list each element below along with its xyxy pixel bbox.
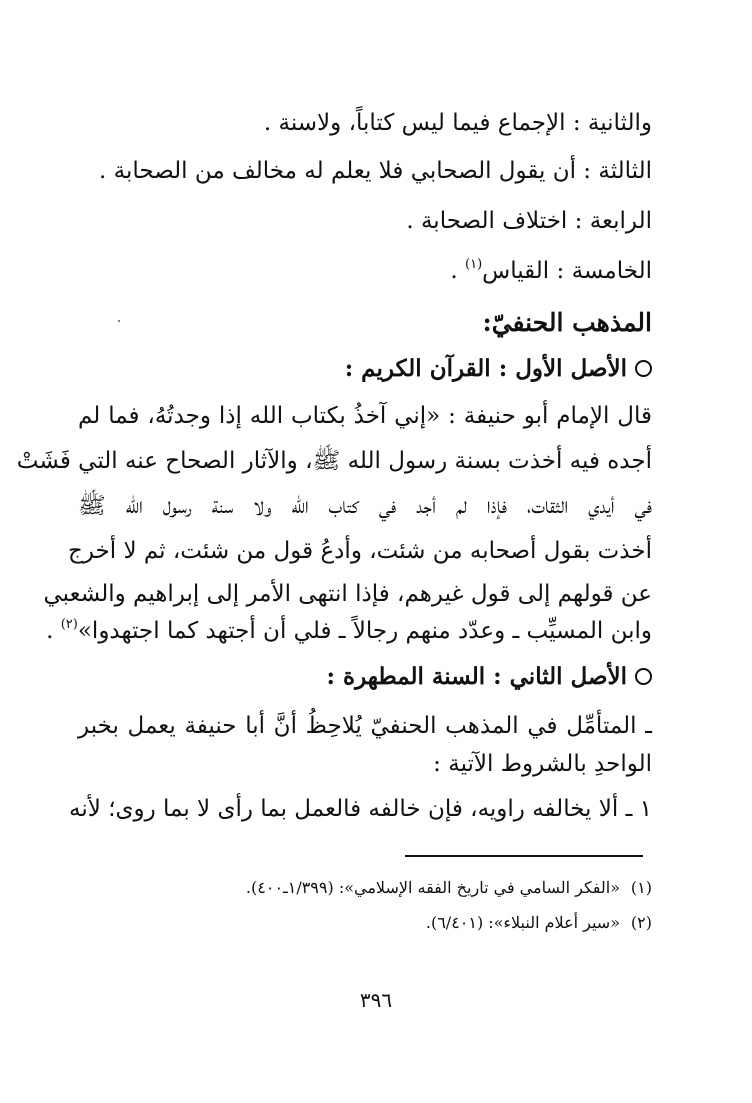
subheading-first-source-text: الأصل الأول : القرآن الكريم : — [344, 355, 627, 382]
text-line-second-source-text: والثانية : الإجماع فيما ليس كتاباً، ولاسنة . — [263, 110, 652, 136]
footnote-1-number: (١) — [630, 878, 652, 897]
text-line-second-source — [264, 112, 652, 135]
section-heading-hanafi — [482, 310, 652, 335]
paragraph-line-2-text: أجده فيه أخذت بسنة رسول الله ﷺ، والآثار الصحاح عنه التي فَشَتْ — [16, 448, 652, 474]
text-line-fourth-source-text: الرابعة : اختلاف الصحابة . — [406, 208, 652, 234]
paragraph-line-6-text: وابن المسيِّب ـ وعدّد منهم رجالاً ـ فلي أن أجتهد كما اجتهدوا» — [77, 618, 652, 644]
footnote-2-text: «سير أعلام النبلاء»: (٦/٤٠١). — [425, 913, 620, 932]
paragraph-line-6 — [46, 618, 652, 643]
subheading-first-source — [345, 357, 652, 380]
paragraph-line-9-text: ١ ـ ألا يخالفه راويه، فإن خالفه فالعمل بما رأى لا بما روى؛ لأنه — [69, 796, 652, 822]
circle-bullet-icon — [635, 360, 652, 377]
section-heading-hanafi-text: المذهب الحنفيّ: — [482, 308, 652, 337]
paragraph-line-3-text: في أيدي الثقات، فإذا لم أجد في كتاب الله ولا سنة رسول الله ﷺ — [78, 493, 652, 519]
paragraph-line-6-end: . — [46, 618, 61, 644]
circle-bullet-icon — [635, 668, 652, 685]
text-line-third-source — [99, 160, 652, 183]
text-line-fifth-source-end: . — [450, 258, 465, 284]
speck-mark — [118, 320, 120, 322]
paragraph-line-5 — [43, 581, 652, 607]
paragraph-line-7-text: ـ المتأمِّل في المذهب الحنفيّ يُلاحِظُ أنَّ أبا حنيفة يعمل بخبر — [78, 713, 652, 739]
text-line-fifth-source — [450, 258, 652, 283]
text-line-third-source-text: الثالثة : أن يقول الصحابي فلا يعلم له مخالف من الصحابة . — [98, 158, 652, 184]
footnote-divider — [405, 855, 643, 857]
paragraph-line-2 — [16, 448, 652, 474]
footnote-2-number: (٢) — [630, 913, 652, 932]
paragraph-line-4 — [67, 538, 652, 564]
footnote-ref-2[interactable]: (٢) — [60, 617, 78, 632]
paragraph-line-1 — [78, 405, 652, 428]
footnote-1 — [246, 880, 652, 896]
paragraph-line-8-text: الواحدِ بالشروط الآتية : — [433, 751, 652, 777]
paragraph-line-1-text: قال الإمام أبو حنيفة : «إني آخذُ بكتاب الله إذا وجدتُهُ، فما لم — [78, 403, 652, 429]
footnote-1-text: «الفكر السامي في تاريخ الفقه الإسلامي»: (١/٣٩٩ـ٤٠٠). — [245, 878, 620, 897]
paragraph-line-3 — [78, 495, 652, 518]
text-line-fifth-source-text: الخامسة : القياس — [482, 258, 652, 284]
paragraph-line-8 — [433, 753, 652, 776]
text-line-fourth-source — [406, 210, 652, 233]
subheading-second-source-text: الأصل الثاني : السنة المطهرة : — [326, 663, 627, 690]
paragraph-line-4-text: أخذت بقول أصحابه من شئت، وأدعُ قول من شئت، ثم لا أخرج — [67, 538, 652, 564]
page-number: ٣٩٦ — [359, 988, 393, 1012]
paragraph-line-5-text: عن قولهم إلى قول غيرهم، فإذا انتهى الأمر إلى إبراهيم والشعبي — [43, 581, 652, 607]
paragraph-line-7 — [78, 715, 652, 738]
footnote-ref-1[interactable]: (١) — [465, 257, 483, 272]
subheading-second-source — [327, 665, 652, 688]
footnote-2 — [426, 915, 652, 931]
paragraph-line-9 — [69, 796, 652, 822]
